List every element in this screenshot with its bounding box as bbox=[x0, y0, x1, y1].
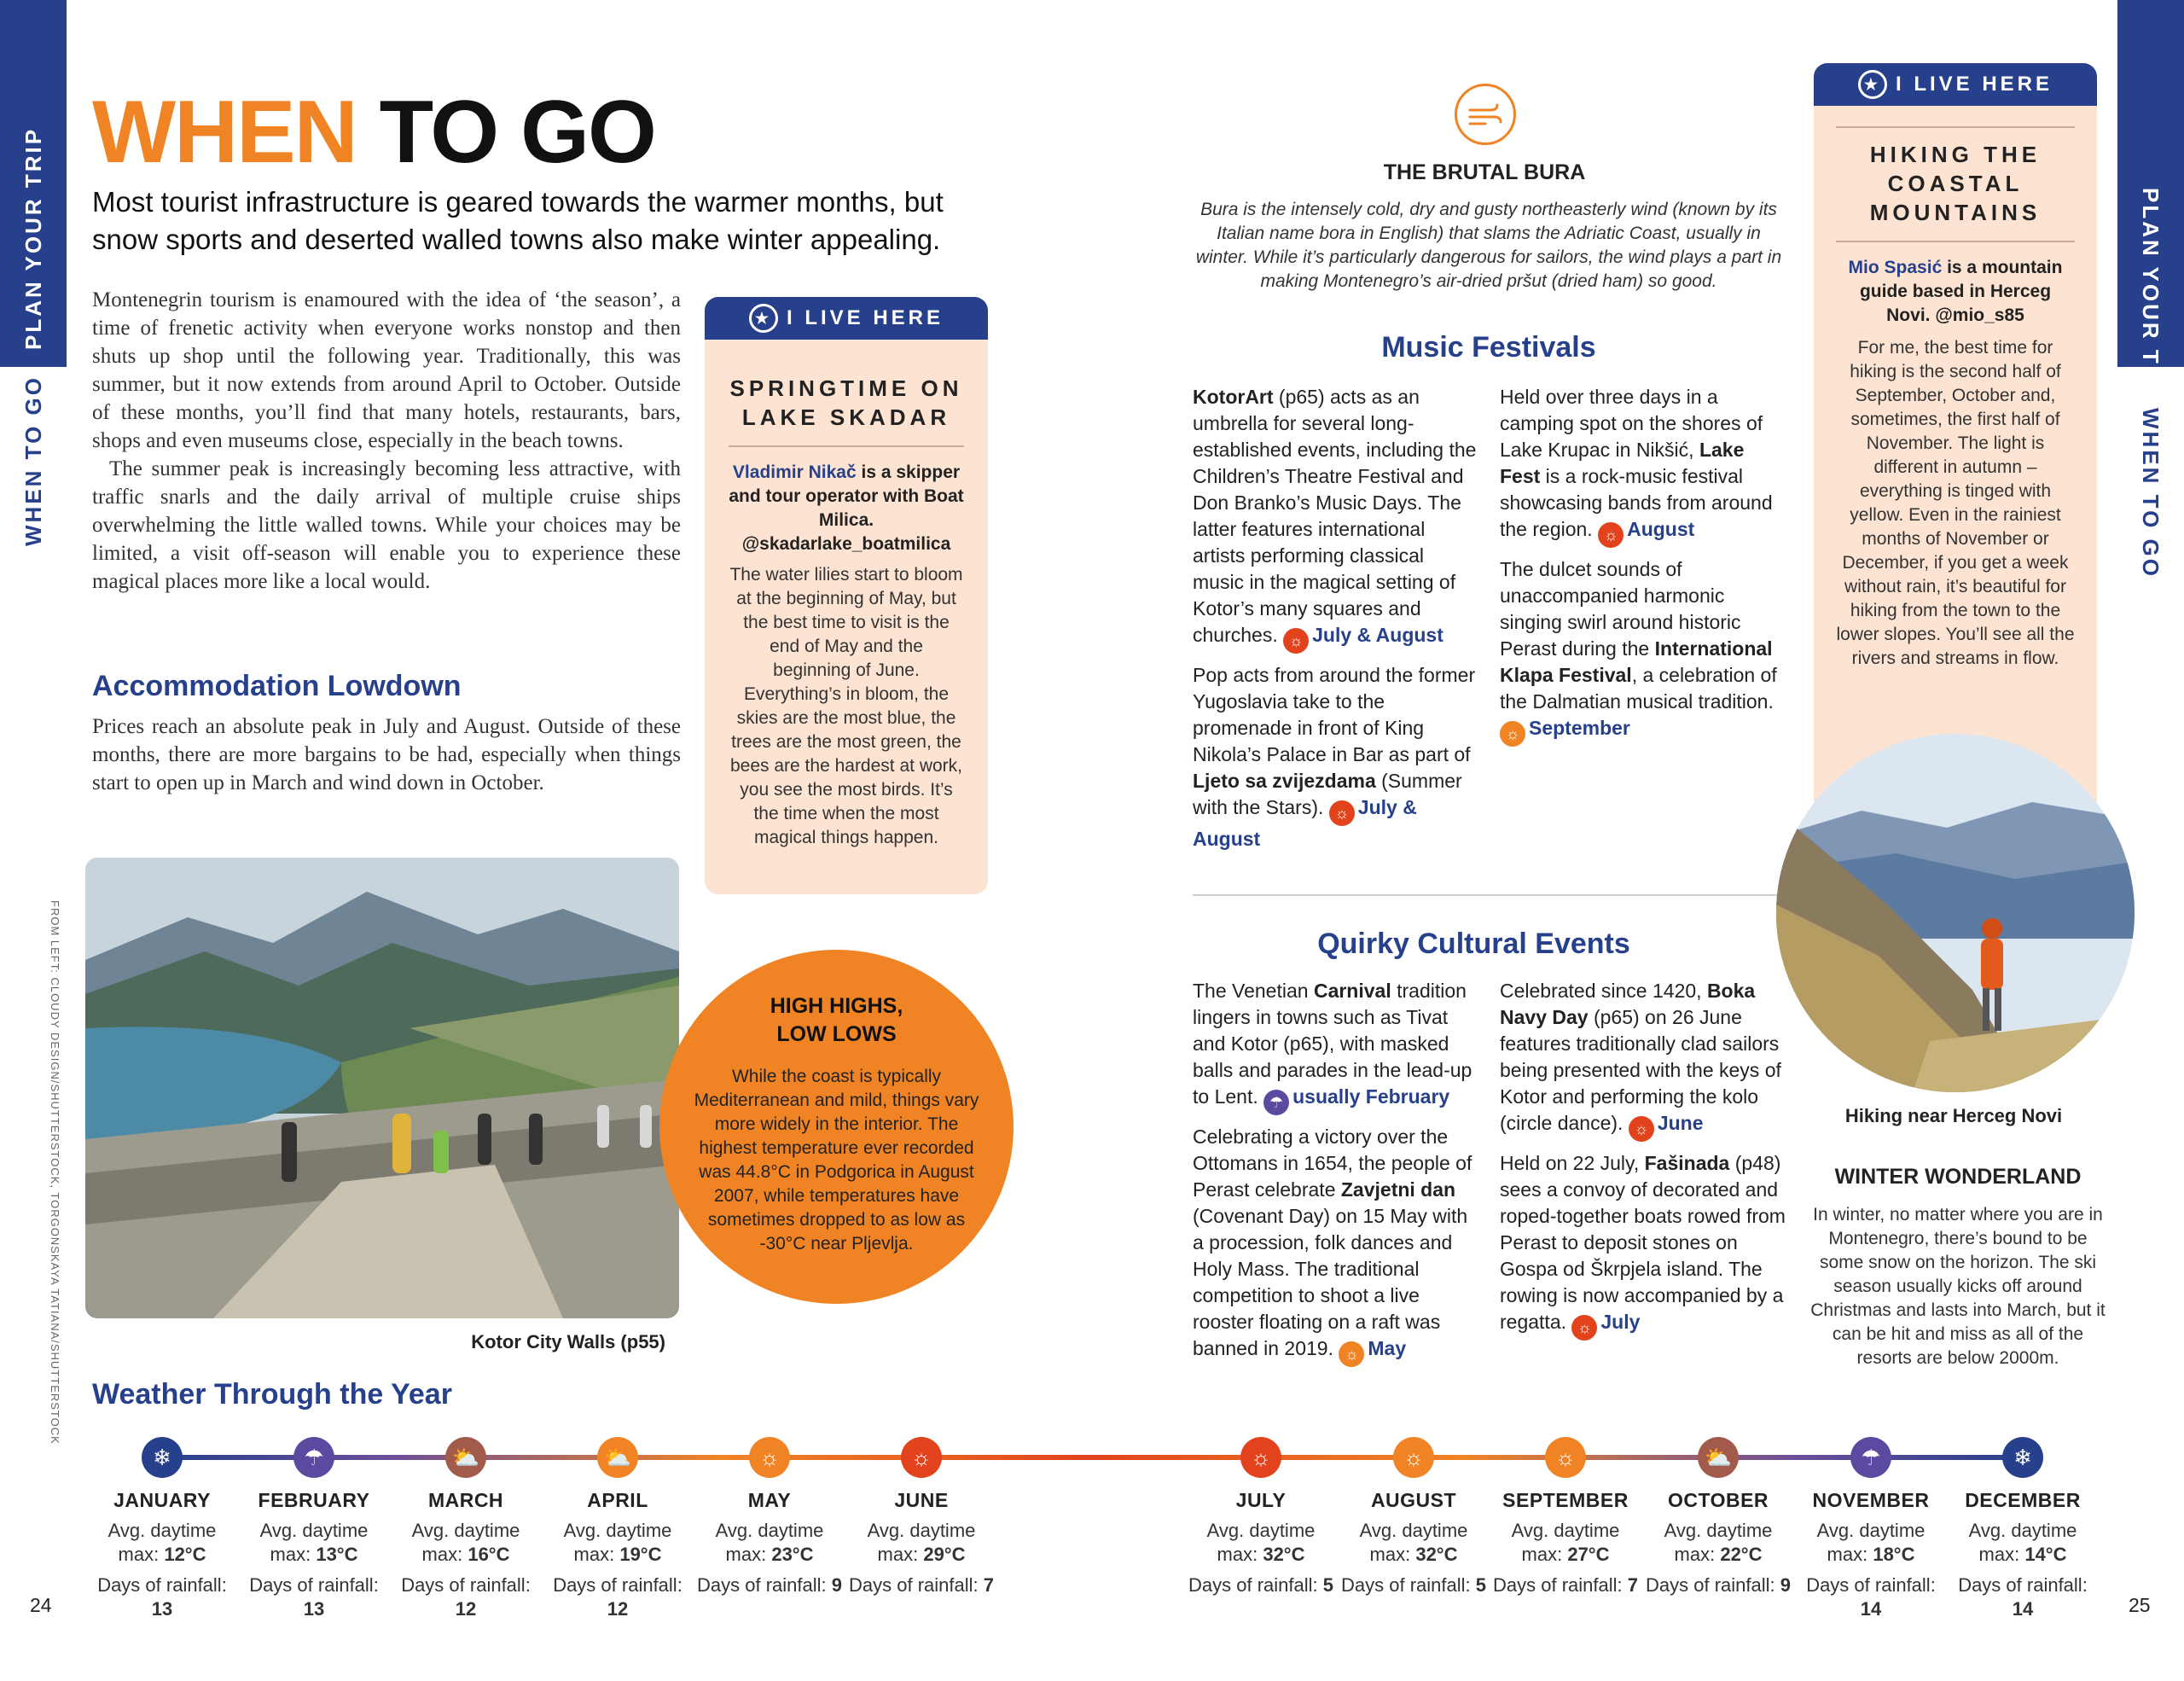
navy-name: Boka Navy Day bbox=[1500, 980, 1756, 1028]
month-may bbox=[697, 1489, 842, 1597]
kotor-photo-caption: Kotor City Walls (p55) bbox=[471, 1331, 665, 1352]
section-label-left: PLAN YOUR TRIP bbox=[20, 126, 46, 350]
live-here-title: HIKING THE COASTAL MOUNTAINS bbox=[1869, 142, 2042, 225]
rain-label: Days of rainfall: bbox=[1188, 1574, 1318, 1596]
sun-icon: ☼ bbox=[1571, 1315, 1597, 1341]
title-rest: TO GO bbox=[379, 83, 655, 182]
sun-icon: ☼ bbox=[1500, 721, 1525, 747]
sun-icon: ☼ bbox=[1393, 1437, 1434, 1478]
rain-label: Days of rainfall: bbox=[849, 1574, 979, 1596]
zavjetni-name: Zavjetni dan bbox=[1340, 1178, 1456, 1201]
pop-when: July & August bbox=[1193, 796, 1417, 850]
fasinada-name: Fašinada bbox=[1644, 1152, 1730, 1174]
temperature bbox=[1646, 1519, 1791, 1567]
quirky-events-heading: Quirky Cultural Events bbox=[1317, 928, 1630, 960]
music-festivals-heading: Music Festivals bbox=[1381, 331, 1596, 364]
rain-value: 12 bbox=[455, 1598, 477, 1620]
pop-text-pre: Pop acts from around the former Yugoslavia take to the promenade in front of King Nikola’s Palace in Bar as part of bbox=[1193, 664, 1476, 765]
live-here-label: I LIVE HERE bbox=[1895, 73, 2053, 96]
sun-cloud-icon: ⛅ bbox=[597, 1437, 638, 1478]
temperature bbox=[90, 1519, 235, 1567]
rainfall bbox=[241, 1573, 386, 1621]
sun-cloud-icon: ⛅ bbox=[1698, 1437, 1739, 1478]
high-highs-text: While the coast is typically Mediterranean and mild, things vary more widely in the interior. The highest temperature ever recorded was 44.8°C in Podgorica in August 2007, while temperatures have sometimes dropped to as low as -30°C near Pljevlja. bbox=[694, 1067, 979, 1253]
navy-text-pre: Celebrated since 1420, bbox=[1500, 980, 1707, 1002]
lakefest-text-pre: Held over three days in a camping spot on the shores of Lake Krupac in Nikšić, bbox=[1500, 386, 1763, 461]
intro-text: Most tourist infrastructure is geared towards the warmer months, but snow sports and deserted walled towns also make winter appealing. bbox=[92, 186, 944, 255]
rain-label: Days of rainfall: bbox=[697, 1574, 827, 1596]
page-number-left: 24 bbox=[30, 1594, 52, 1616]
temp-value: 27°C bbox=[1567, 1544, 1610, 1565]
carnival-text-post: tradition lingers in towns such as Tivat and Kotor (p65), with masked balls and parades in the lead-up to Lent. bbox=[1193, 980, 1472, 1108]
guide-role: is a skipper and tour operator with Boat Milica. @skadarlake_boatmilica bbox=[729, 462, 964, 554]
guide-name: Mio Spasić bbox=[1848, 258, 1943, 277]
month-name: NOVEMBER bbox=[1812, 1489, 1930, 1511]
snowflake-icon: ❄ bbox=[2002, 1437, 2043, 1478]
kotorart-when: July & August bbox=[1312, 624, 1443, 646]
temperature bbox=[697, 1519, 842, 1567]
month-august bbox=[1341, 1489, 1486, 1597]
temp-value: 32°C bbox=[1415, 1544, 1458, 1565]
temp-label: Avg. daytime max: bbox=[867, 1520, 976, 1565]
fasinada-when: July bbox=[1600, 1311, 1641, 1333]
temperature bbox=[393, 1519, 538, 1567]
photo-credits: FROM LEFT: CLOUDY DESIGN/SHUTTERSTOCK, TORGONSKAYA TATIANA/SHUTTERSTOCK bbox=[49, 900, 61, 1445]
lakefest-text-post: is a rock-music festival showcasing bands from around the region. bbox=[1500, 465, 1773, 540]
temperature bbox=[1798, 1519, 1943, 1567]
rainfall bbox=[545, 1573, 690, 1621]
temp-value: 12°C bbox=[164, 1544, 206, 1565]
guide-name: Vladimir Nikač bbox=[732, 462, 857, 482]
weather-heading: Weather Through the Year bbox=[92, 1378, 452, 1411]
month-december bbox=[1950, 1489, 2095, 1621]
rain-label: Days of rainfall: bbox=[249, 1574, 379, 1596]
temp-label: Avg. daytime max: bbox=[563, 1520, 672, 1565]
zavjetni-when: May bbox=[1368, 1337, 1407, 1359]
sun-icon: ☼ bbox=[1240, 1437, 1281, 1478]
rainfall bbox=[1341, 1573, 1486, 1597]
temp-value: 29°C bbox=[923, 1544, 966, 1565]
rain-label: Days of rainfall: bbox=[1341, 1574, 1471, 1596]
pop-name: Ljeto sa zvijezdama bbox=[1193, 770, 1376, 792]
rain-value: 9 bbox=[1780, 1574, 1791, 1596]
temp-label: Avg. daytime max: bbox=[1511, 1520, 1620, 1565]
sun-icon: ☼ bbox=[901, 1437, 942, 1478]
kotorart-name: KotorArt bbox=[1193, 386, 1274, 408]
rainfall bbox=[393, 1573, 538, 1621]
month-march bbox=[393, 1489, 538, 1621]
page-label-left: WHEN TO GO bbox=[20, 375, 46, 546]
rainfall bbox=[1950, 1573, 2095, 1621]
klapa-text-post: , a celebration of the Dalmatian musical tradition. bbox=[1500, 664, 1777, 713]
month-name: OCTOBER bbox=[1667, 1489, 1769, 1511]
fasinada-text-post: (p48) sees a convoy of decorated and roped-together boats rowed from Perast to deposit stones on Gospa od Škrpjela island. The rowing is now accompanied by a regatta. bbox=[1500, 1152, 1786, 1333]
rain-value: 14 bbox=[1860, 1598, 1882, 1620]
lakefest-name: Lake Fest bbox=[1500, 439, 1745, 487]
rain-label: Days of rainfall: bbox=[1493, 1574, 1623, 1596]
hiker-photo-caption: Hiking near Herceg Novi bbox=[1844, 1105, 2063, 1126]
klapa-when: September bbox=[1529, 717, 1630, 739]
temp-label: Avg. daytime max: bbox=[411, 1520, 520, 1565]
rain-value: 13 bbox=[303, 1598, 325, 1620]
rainfall bbox=[1493, 1573, 1638, 1597]
month-name: APRIL bbox=[587, 1489, 648, 1511]
klapa-text-pre: The dulcet sounds of unaccompanied harmonic singing swirl around historic Perast during the bbox=[1500, 558, 1741, 660]
month-name: SEPTEMBER bbox=[1502, 1489, 1629, 1511]
sun-icon: ☼ bbox=[1283, 628, 1309, 654]
carnival-name: Carnival bbox=[1313, 980, 1391, 1002]
temperature bbox=[1493, 1519, 1638, 1567]
temp-value: 32°C bbox=[1263, 1544, 1305, 1565]
page-number-right: 25 bbox=[2129, 1594, 2151, 1616]
klapa-name: International Klapa Festival bbox=[1500, 637, 1773, 686]
temp-label: Avg. daytime max: bbox=[259, 1520, 369, 1565]
sun-icon: ☼ bbox=[1339, 1341, 1364, 1367]
high-highs-title: HIGH HIGHS, LOW LOWS bbox=[770, 994, 903, 1046]
rain-value: 7 bbox=[983, 1574, 994, 1596]
sun-cloud-icon: ⛅ bbox=[445, 1437, 486, 1478]
body-paragraph-1: Montenegrin tourism is enamoured with the idea of ‘the season’, a time of frenetic activity when everyone works nonstop and then shuts up shop until the following year. Traditionally, this was summer, but it now extends from around April to October. Outside of these months, you’ll find that many hotels, restaurants, bars, shops and even museums close, especially in the beach towns. bbox=[92, 288, 681, 452]
month-name: JUNE bbox=[894, 1489, 949, 1511]
temp-label: Avg. daytime max: bbox=[1816, 1520, 1926, 1565]
temperature bbox=[1341, 1519, 1486, 1567]
temp-label: Avg. daytime max: bbox=[1968, 1520, 2077, 1565]
temp-label: Avg. daytime max: bbox=[107, 1520, 217, 1565]
temperature bbox=[1188, 1519, 1333, 1567]
rainfall bbox=[1188, 1573, 1333, 1597]
month-name: AUGUST bbox=[1370, 1489, 1457, 1511]
rain-value: 13 bbox=[151, 1598, 173, 1620]
pin-star-icon: ★ bbox=[1858, 70, 1887, 99]
rain-cloud-icon: ☂ bbox=[1263, 1090, 1289, 1115]
live-here-quote: For me, the best time for hiking is the second half of September, October and, sometimes, the first half of November. The light is different in autumn – everything is tinged with yellow. Even in the rainiest months of November or December, if you get a week without rain, it’s beautiful for hiking from the town to the lower slopes. You’ll see all the rivers and streams in flow. bbox=[1836, 338, 2075, 668]
temp-value: 18°C bbox=[1873, 1544, 1915, 1565]
zavjetni-text-post: (Covenant Day) on 15 May with a procession, folk dances and Holy Mass. The traditional competition to shoot a live rooster floating on a raft was banned in 2019. bbox=[1193, 1205, 1468, 1359]
rain-value: 9 bbox=[831, 1574, 842, 1596]
rain-label: Days of rainfall: bbox=[1806, 1574, 1936, 1596]
temperature bbox=[241, 1519, 386, 1567]
temp-value: 22°C bbox=[1720, 1544, 1763, 1565]
rainfall bbox=[1646, 1573, 1791, 1597]
guide-role: is a mountain guide based in Herceg Novi. @mio_s85 bbox=[1859, 258, 2063, 325]
pin-star-icon: ★ bbox=[749, 304, 778, 333]
navy-when: June bbox=[1657, 1112, 1704, 1134]
rain-value: 14 bbox=[2012, 1598, 2034, 1620]
rainfall bbox=[90, 1573, 235, 1621]
rain-label: Days of rainfall: bbox=[97, 1574, 227, 1596]
month-january bbox=[90, 1489, 235, 1621]
rainfall bbox=[1798, 1573, 1943, 1621]
zavjetni-text-pre: Celebrating a victory over the Ottomans in 1654, the people of Perast celebrate bbox=[1193, 1126, 1472, 1201]
accommodation-text: Prices reach an absolute peak in July and August. Outside of these months, there are more bargains to be had, especially when things start to open up in March and wind down in October. bbox=[92, 715, 681, 794]
title-highlight: WHEN bbox=[92, 83, 357, 182]
kotorart-text: (p65) acts as an umbrella for several long-established events, including the Children’s Theatre Festival and Don Branko’s Music Days. The latter features international artists performing classical music in the magical setting of Kotor’s many squares and churches. bbox=[1193, 386, 1477, 646]
month-july bbox=[1188, 1489, 1333, 1597]
live-here-label: I LIVE HERE bbox=[786, 306, 944, 329]
winter-title: WINTER WONDERLAND bbox=[1834, 1165, 2082, 1189]
temp-label: Avg. daytime max: bbox=[715, 1520, 824, 1565]
temp-value: 23°C bbox=[771, 1544, 814, 1565]
month-name: FEBRUARY bbox=[258, 1489, 370, 1511]
month-name: MARCH bbox=[427, 1489, 504, 1511]
sun-icon: ☼ bbox=[1545, 1437, 1586, 1478]
carnival-text-pre: The Venetian bbox=[1193, 980, 1314, 1002]
sun-icon: ☼ bbox=[1629, 1116, 1654, 1142]
month-name: DECEMBER bbox=[1965, 1489, 2081, 1511]
bura-title: THE BRUTAL BURA bbox=[1383, 160, 1586, 184]
pop-text-post: (Summer with the Stars). bbox=[1193, 770, 1462, 818]
temperature bbox=[1950, 1519, 2095, 1567]
month-october bbox=[1646, 1489, 1791, 1597]
month-september bbox=[1493, 1489, 1638, 1597]
body-paragraph-2: The summer peak is increasingly becoming less attractive, with traffic snarls and the daily arrival of multiple cruise ships overwhelming the little walled towns. While your choices may be limited, a visit off-season will enable you to experience these magical places more like a local would. bbox=[92, 457, 681, 593]
navy-text-post: (p65) on 26 June features traditionally clad sailors being presented with the keys of Kotor and performing the kolo (circle dance). bbox=[1500, 1006, 1781, 1134]
rain-cloud-icon: ☂ bbox=[293, 1437, 334, 1478]
rain-value: 12 bbox=[607, 1598, 629, 1620]
temp-value: 14°C bbox=[2024, 1544, 2067, 1565]
month-name: JULY bbox=[1235, 1489, 1287, 1511]
rain-value: 7 bbox=[1627, 1574, 1638, 1596]
live-here-quote: The water lilies start to bloom at the beginning of May, but the best time to visit is the end of May and the beginning of June. Everything’s in bloom, the skies are the most blue, the trees are the most green, the bees are the hardest at work, you see the most birds. It’s the time when the most magical things happen. bbox=[729, 565, 963, 847]
rain-value: 5 bbox=[1475, 1574, 1486, 1596]
rain-label: Days of rainfall: bbox=[1646, 1574, 1775, 1596]
month-november bbox=[1798, 1489, 1943, 1621]
rain-label: Days of rainfall: bbox=[1958, 1574, 2088, 1596]
rain-cloud-icon: ☂ bbox=[1850, 1437, 1891, 1478]
fasinada-text-pre: Held on 22 July, bbox=[1500, 1152, 1645, 1174]
month-june bbox=[849, 1489, 994, 1597]
sun-icon: ☼ bbox=[1598, 522, 1623, 548]
sun-icon: ☼ bbox=[749, 1437, 790, 1478]
temp-label: Avg. daytime max: bbox=[1664, 1520, 1773, 1565]
month-name: MAY bbox=[747, 1489, 792, 1511]
carnival-when: usually February bbox=[1292, 1085, 1450, 1108]
rain-label: Days of rainfall: bbox=[401, 1574, 531, 1596]
month-name: JANUARY bbox=[113, 1489, 211, 1511]
temp-label: Avg. daytime max: bbox=[1359, 1520, 1468, 1565]
snowflake-icon: ❄ bbox=[142, 1437, 183, 1478]
page-label-right: WHEN TO GO bbox=[2138, 408, 2164, 579]
section-label-right: PLAN YOUR TRIP bbox=[2138, 188, 2164, 411]
bura-text: Bura is the intensely cold, dry and gusty northeasterly wind (known by its Italian name bora in English) that slams the Adriatic Coast, usually in winter. While it’s particularly dangerous for sailors, the wind plays a part in making Montenegro’s air-dried pršut (dried ham) so good. bbox=[1195, 200, 1782, 291]
rain-label: Days of rainfall: bbox=[553, 1574, 682, 1596]
temperature bbox=[849, 1519, 994, 1567]
temperature bbox=[545, 1519, 690, 1567]
temp-value: 16°C bbox=[468, 1544, 510, 1565]
rainfall bbox=[697, 1573, 842, 1597]
sun-icon: ☼ bbox=[1329, 800, 1355, 826]
lakefest-when: August bbox=[1627, 518, 1695, 540]
rain-value: 5 bbox=[1322, 1574, 1333, 1596]
temp-value: 13°C bbox=[316, 1544, 358, 1565]
accommodation-heading: Accommodation Lowdown bbox=[92, 670, 462, 702]
month-april bbox=[545, 1489, 690, 1621]
month-february bbox=[241, 1489, 386, 1621]
temp-value: 19°C bbox=[619, 1544, 662, 1565]
rainfall bbox=[849, 1573, 994, 1597]
temp-label: Avg. daytime max: bbox=[1206, 1520, 1316, 1565]
winter-text: In winter, no matter where you are in Montenegro, there’s bound to be some snow on the horizon. The ski season usually kicks off around Christmas and lasts into March, but it can be hit and miss as all of the resorts are below 2000m. bbox=[1810, 1205, 2106, 1368]
live-here-title: SPRINGTIME ON LAKE SKADAR bbox=[729, 375, 963, 430]
